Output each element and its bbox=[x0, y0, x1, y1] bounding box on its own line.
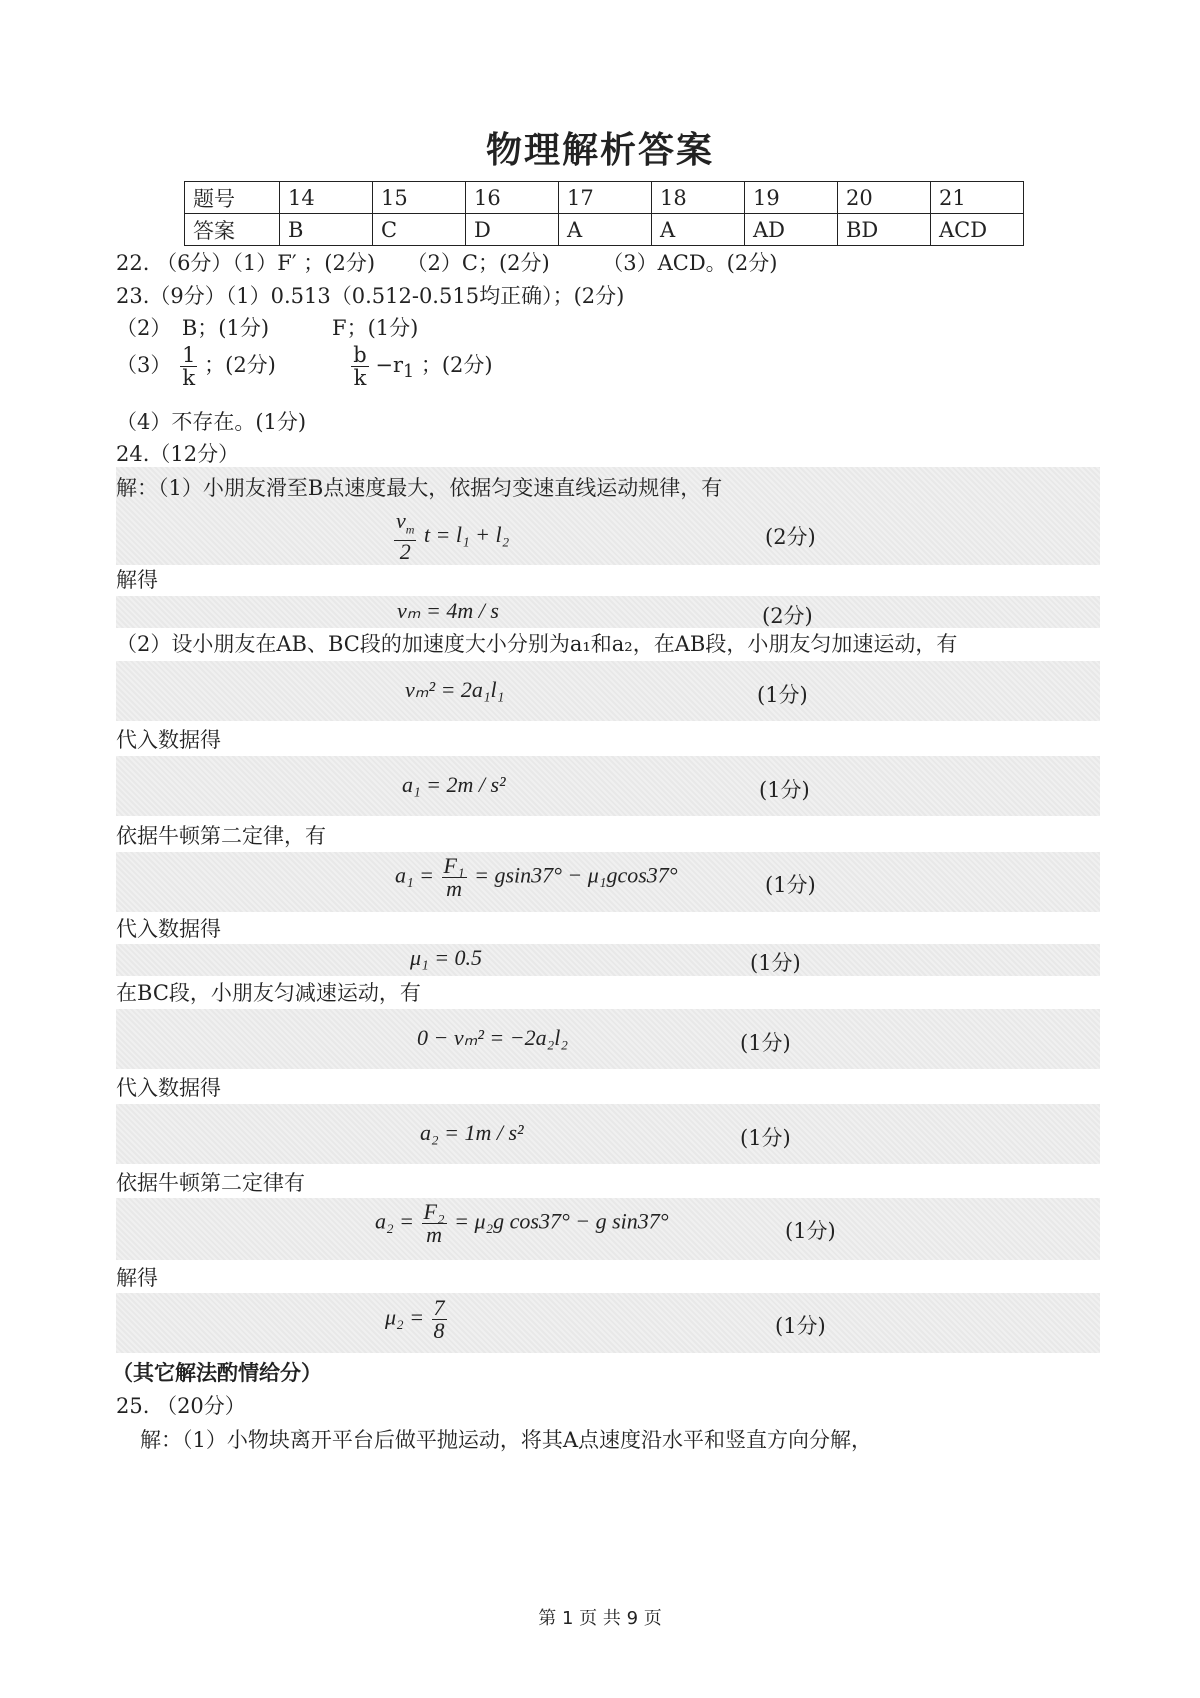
question-24-heading: 24.（12分） bbox=[116, 442, 240, 466]
table-cell: AD bbox=[745, 214, 838, 246]
text-line: 解得 bbox=[116, 568, 158, 592]
numerator bbox=[394, 510, 416, 541]
numerator: F₁ bbox=[443, 853, 465, 878]
solution-intro: 解：（1）小朋友滑至B点速度最大，依据匀变速直线运动规律，有 bbox=[116, 476, 723, 500]
text-line: 在BC段，小朋友匀减速运动，有 bbox=[116, 981, 421, 1005]
score: (1分) bbox=[765, 873, 816, 897]
grading-note: （其它解法酌情给分） bbox=[112, 1360, 322, 1385]
numerator: 7 bbox=[433, 1295, 445, 1320]
symbol: v bbox=[396, 508, 406, 533]
answer-q23-part3 bbox=[116, 344, 493, 389]
equation-6: μ₁ = 0.5 bbox=[410, 945, 483, 970]
numerator: b bbox=[353, 343, 367, 367]
table-cell: 16 bbox=[466, 182, 559, 214]
denominator: 8 bbox=[433, 1318, 445, 1343]
equation-left: a₂ = bbox=[375, 1208, 414, 1234]
score: (1分) bbox=[757, 683, 808, 707]
equation-2: vₘ = 4m / s bbox=[397, 598, 499, 623]
fraction bbox=[432, 1297, 447, 1342]
table-row bbox=[185, 182, 1024, 214]
denominator: m bbox=[426, 1222, 442, 1247]
equation-8: a₂ = 1m / s² bbox=[420, 1120, 524, 1145]
fraction bbox=[180, 344, 197, 389]
text-line: 依据牛顿第二定律，有 bbox=[116, 824, 326, 848]
equation-5 bbox=[395, 855, 678, 900]
table-cell: ACD bbox=[931, 214, 1024, 246]
denominator: k bbox=[182, 366, 196, 390]
shaded-band bbox=[116, 1293, 1100, 1353]
denominator: k bbox=[353, 366, 367, 390]
table-cell: C bbox=[373, 214, 466, 246]
page-footer: 第 1 页 共 9 页 bbox=[538, 1608, 662, 1629]
table-cell: B bbox=[280, 214, 373, 246]
numerator: 1 bbox=[182, 343, 196, 367]
table-cell: 19 bbox=[745, 182, 838, 214]
score: (1分) bbox=[759, 778, 810, 802]
shaded-band bbox=[116, 944, 1100, 976]
text-line: 依据牛顿第二定律有 bbox=[116, 1171, 305, 1195]
text-line: （2）设小朋友在AB、BC段的加速度大小分别为a₁和a₂，在AB段，小朋友匀加速运动，有 bbox=[116, 632, 958, 656]
equation-left: μ₂ = bbox=[385, 1304, 425, 1330]
answer-q23-part4: （4）不存在。(1分) bbox=[116, 410, 307, 434]
table-row bbox=[185, 214, 1024, 246]
score: ；(2分) bbox=[420, 353, 493, 377]
equation-4: a₁ = 2m / s² bbox=[402, 772, 506, 797]
formula-text: −r bbox=[375, 353, 404, 377]
table-cell: 题号 bbox=[185, 182, 280, 214]
table-cell: 18 bbox=[652, 182, 745, 214]
denominator: m bbox=[446, 876, 462, 901]
numerator: F₂ bbox=[423, 1199, 445, 1224]
equation-7: 0 − vₘ² = −2a₂l₂ bbox=[417, 1025, 569, 1050]
table-cell: 15 bbox=[373, 182, 466, 214]
page-title: 物理解析答案 bbox=[485, 130, 714, 171]
equation-left: a₁ = bbox=[395, 862, 434, 888]
question-25-heading: 25. （20分） bbox=[116, 1394, 246, 1418]
equation-10 bbox=[385, 1297, 449, 1342]
score: (2分) bbox=[765, 525, 816, 549]
fraction bbox=[351, 344, 368, 389]
score: (1分) bbox=[775, 1314, 826, 1338]
equation-right: = gsin37° − μ₁gcos37° bbox=[474, 862, 678, 888]
part-label: （3） bbox=[116, 353, 172, 377]
table-cell: BD bbox=[838, 214, 931, 246]
answer-q23-part2: （2） B；(1分) F；(1分) bbox=[116, 316, 419, 340]
shaded-band bbox=[116, 1104, 1100, 1164]
answer-table bbox=[184, 181, 1024, 246]
answer-q23: 23.（9分）（1）0.513（0.512-0.515均正确）；(2分) bbox=[116, 284, 625, 308]
text-line: 解得 bbox=[116, 1266, 158, 1290]
table-cell: D bbox=[466, 214, 559, 246]
denominator: 2 bbox=[399, 539, 411, 565]
fraction bbox=[422, 1201, 447, 1246]
shaded-band bbox=[116, 503, 1100, 565]
score: (2分) bbox=[762, 604, 813, 628]
equation-1 bbox=[392, 510, 509, 563]
shaded-band bbox=[116, 661, 1100, 721]
score: (1分) bbox=[740, 1126, 791, 1150]
shaded-band bbox=[116, 596, 1100, 628]
score: (1分) bbox=[750, 951, 801, 975]
score: (1分) bbox=[785, 1219, 836, 1243]
table-cell: 17 bbox=[559, 182, 652, 214]
fraction bbox=[394, 510, 416, 563]
score: ；(2分) bbox=[204, 353, 276, 377]
table-cell: 20 bbox=[838, 182, 931, 214]
equation-9 bbox=[375, 1201, 669, 1246]
text-line: 代入数据得 bbox=[116, 1076, 221, 1100]
subscript: m bbox=[405, 522, 415, 537]
table-cell: A bbox=[652, 214, 745, 246]
table-cell: 21 bbox=[931, 182, 1024, 214]
text-line: 代入数据得 bbox=[116, 917, 221, 941]
shaded-band bbox=[116, 1009, 1100, 1069]
subscript: 1 bbox=[403, 362, 415, 383]
equation-3: vₘ² = 2a₁l₁ bbox=[405, 677, 505, 702]
equation-right: = μ₂g cos37° − g sin37° bbox=[454, 1208, 669, 1234]
table-cell: A bbox=[559, 214, 652, 246]
table-cell: 14 bbox=[280, 182, 373, 214]
shaded-band bbox=[116, 756, 1100, 816]
equation-rest: t = l₁ + l₂ bbox=[423, 521, 510, 547]
text-line: 代入数据得 bbox=[116, 728, 221, 752]
table-cell: 答案 bbox=[185, 214, 280, 246]
answer-q22: 22. （6分）（1）F′ ；(2分) （2）C；(2分) （3）ACD。(2分) bbox=[116, 251, 778, 275]
fraction bbox=[442, 855, 467, 900]
solution-intro: 解：（1）小物块离开平台后做平抛运动，将其A点速度沿水平和竖直方向分解， bbox=[140, 1428, 873, 1452]
score: (1分) bbox=[740, 1031, 791, 1055]
